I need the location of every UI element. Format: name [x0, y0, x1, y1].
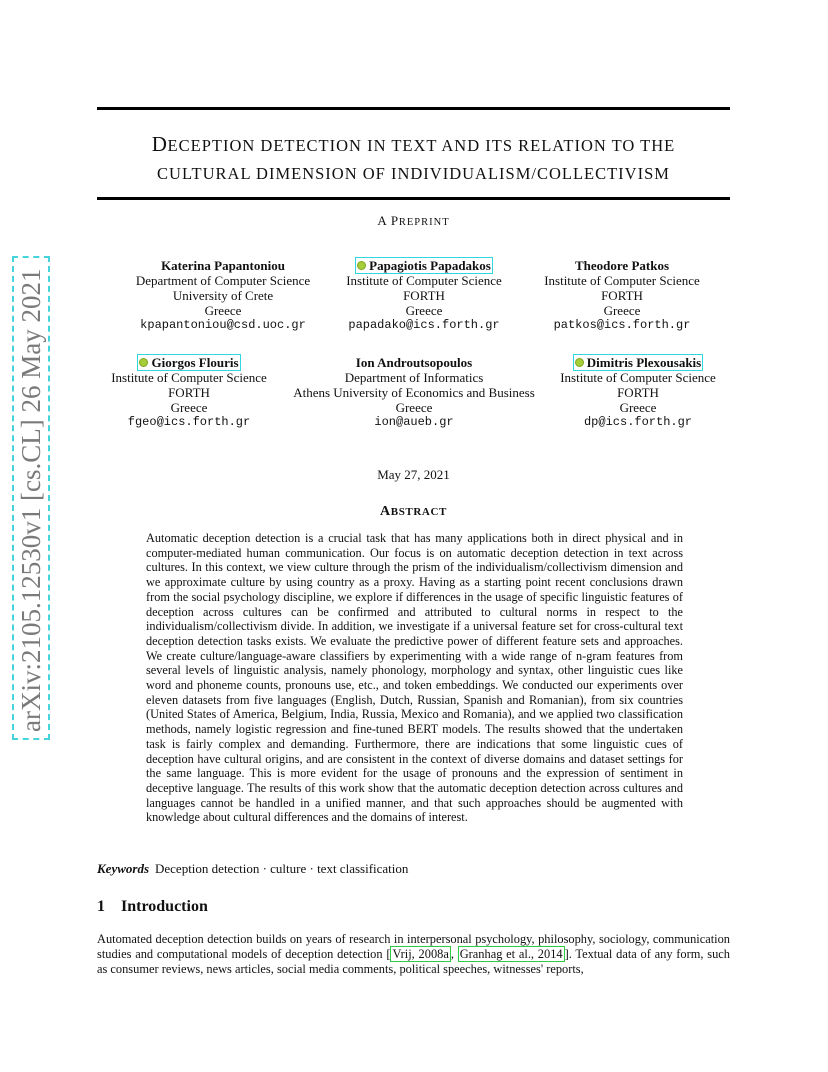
author-block — [487, 258, 757, 333]
paper-date: May 27, 2021 — [377, 467, 450, 482]
author-email[interactable]: ion@aueb.gr — [374, 415, 454, 429]
author-name: Theodore Patkos — [574, 258, 669, 273]
orcid-icon[interactable] — [139, 358, 148, 367]
author-country: Greece — [170, 400, 208, 415]
abstract-text: Automatic deception detection is a crucial task that has many applications both in direct physical and in computer-mediated human communication. Our focus is on automatic deception detection in text across cultures. In this context, we view culture through the prism of the individualism/collectivism dimension and we approximate culture by using country as a proxy. Having as a starting point recent conclusions drawn from the social psychology discipline, we explore if differences in the usage of specific linguistic features of deception across cultures can be confirmed and attributed to cultural norms in respect to the individualism/collectivism divide. In addition, we investigate if a universal feature set for cross-cultural text deception detection tasks exists. We evaluate the predictive power of different feature sets and approaches. We create culture/language-aware classifiers by experimenting with a wide range of n-gram features from several levels of linguistic analysis, namely phonology, morphology and syntax, other linguistic cues like word and phoneme counts, pronouns use, etc., and token embeddings. We conducted our experiments over eleven datasets from five languages (English, Dutch, Russian, Spanish and Romanian), from six countries (United States of America, Belgium, India, Russia, Mexico and Romania), and we applied two classification methods, namely logistic regression and fine-tuned BERT models. The results showed that the undertaken task is fairly complex and demanding. Furthermore, there are indications that some linguistic cues of deception have cultural origins, and are consistent in the context of diverse domains and dataset settings for the same language. This is more evident for the usage of pronouns and the expression of sentiment in deceptive language. The results of this work show that the automatic deception detection across cultures and languages cannot be handled in a unified manner, and that such approaches should be augmented with knowledge about cultural differences and the domains of interest. — [146, 531, 683, 825]
section-heading — [97, 898, 208, 916]
author-email[interactable]: papadako@ics.forth.gr — [348, 318, 500, 332]
section-number: 1 — [97, 898, 105, 915]
author-name: Giorgos Flouris — [151, 355, 239, 370]
title-bottom-rule — [97, 197, 730, 200]
title-initial: D — [151, 132, 168, 156]
abstract-heading-cap: A — [380, 504, 391, 519]
author-name-link[interactable] — [503, 355, 773, 370]
author-email[interactable]: fgeo@ics.forth.gr — [127, 415, 251, 429]
arxiv-stamp[interactable]: arXiv:2105.12530v1 [cs.CL] 26 May 2021 — [12, 256, 50, 740]
author-affiliation: Institute of Computer Science — [560, 370, 716, 385]
author-institution: FORTH — [601, 288, 643, 303]
author-name: Dimitris Plexousakis — [586, 355, 702, 370]
author-affiliation: Institute of Computer Science — [346, 273, 502, 288]
preprint-rest: REPRINT — [398, 217, 450, 228]
author-affiliation: Institute of Computer Science — [111, 370, 267, 385]
author-institution: FORTH — [168, 385, 210, 400]
author-institution: University of Crete — [172, 288, 274, 303]
author-country: Greece — [603, 303, 641, 318]
preprint-label — [97, 213, 730, 229]
author-email[interactable]: dp@ics.forth.gr — [583, 415, 693, 429]
author-affiliation: Department of Computer Science — [135, 273, 311, 288]
intro-text-after: ]. Textual data of any form, such as consumer reviews, news articles, social media comments, political speeches, witnesses' reports, — [97, 947, 730, 976]
author-affiliation: Department of Informatics — [344, 370, 484, 385]
author-country: Greece — [204, 303, 242, 318]
section-title: Introduction — [121, 898, 208, 915]
author-name: Katerina Papantoniou — [161, 258, 285, 273]
citation-separator: , — [450, 947, 458, 961]
top-rule — [97, 107, 730, 110]
author-institution: FORTH — [617, 385, 659, 400]
author-country: Greece — [395, 400, 433, 415]
abstract-body — [146, 531, 683, 825]
keywords-line — [97, 861, 730, 877]
orcid-icon[interactable] — [357, 261, 366, 270]
title-line2: CULTURAL DIMENSION OF INDIVIDUALISM/COLLECTIVISM — [157, 164, 670, 183]
author-name: Ion Androutsopoulos — [355, 355, 473, 370]
author-email[interactable]: kpapantoniou@csd.uoc.gr — [140, 318, 306, 332]
author-country: Greece — [619, 400, 657, 415]
preprint-cap: A P — [377, 213, 399, 228]
abstract-heading-rest: BSTRACT — [390, 506, 447, 518]
title-line1: ECEPTION DETECTION IN TEXT AND ITS RELATION TO THE — [167, 136, 676, 155]
author-institution: Athens University of Economics and Business — [293, 385, 535, 400]
abstract-heading — [97, 504, 730, 520]
keywords-label: Keywords — [97, 861, 149, 876]
author-institution: FORTH — [403, 288, 445, 303]
intro-text-before: Automated deception detection builds on years of research in interpersonal psychology, philosophy, sociology, communication studies and computational models of deception detection [ — [97, 932, 730, 961]
author-affiliation: Institute of Computer Science — [544, 273, 700, 288]
author-email[interactable]: patkos@ics.forth.gr — [553, 318, 691, 332]
keywords-text: Deception detection · culture · text classification — [155, 861, 409, 876]
paper-title — [97, 131, 730, 187]
author-name: Papagiotis Papadakos — [369, 258, 491, 273]
author-block — [503, 355, 773, 430]
orcid-icon[interactable] — [575, 358, 584, 367]
citation-link[interactable]: Vrij, 2008a — [392, 947, 449, 961]
citation-link[interactable]: Granhag et al., 2014 — [459, 947, 563, 961]
intro-paragraph — [97, 932, 730, 977]
author-country: Greece — [405, 303, 443, 318]
